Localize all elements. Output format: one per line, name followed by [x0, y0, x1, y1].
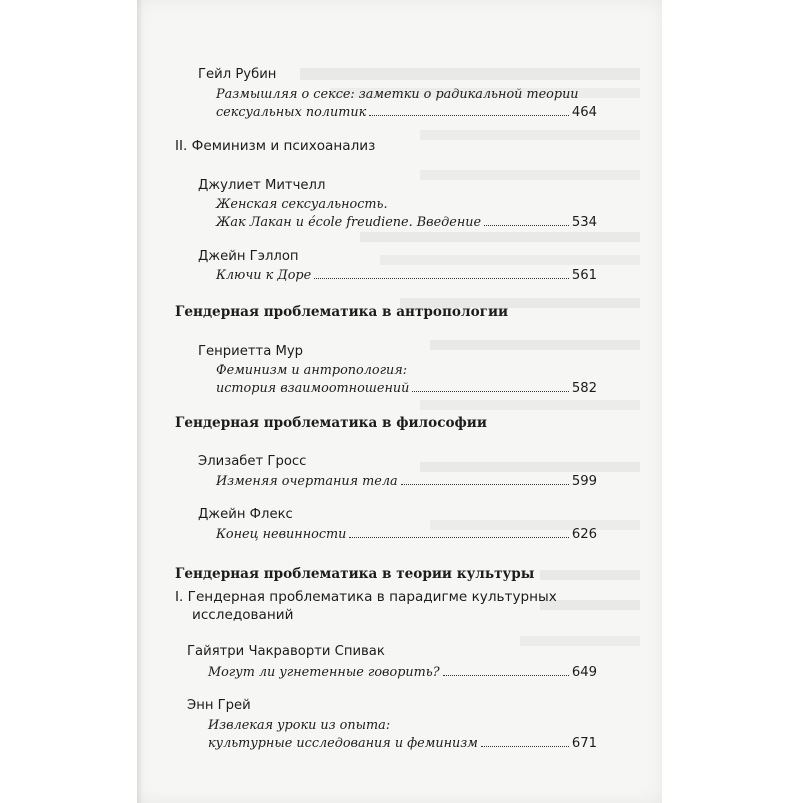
section-heading-anthropology: Гендерная проблематика в антропологии — [175, 304, 509, 320]
subsection-heading-cultural-line2: исследований — [192, 607, 294, 623]
work-gallop: Ключи к Доре — [216, 268, 312, 283]
work-rubin-line2: сексуальных политик — [216, 105, 367, 120]
page-number: 464 — [571, 105, 597, 120]
leader-dots — [481, 746, 569, 747]
work-gray-line1: Извлекая уроки из опыта: — [208, 718, 391, 733]
page-number: 534 — [571, 215, 597, 230]
leader-dots — [369, 115, 569, 116]
author-gray: Энн Грей — [187, 698, 251, 713]
toc-entry-flax[interactable] — [216, 526, 597, 543]
toc-entry-gallop[interactable] — [216, 267, 597, 284]
page-number: 626 — [571, 527, 597, 542]
toc-entry-rubin[interactable] — [216, 104, 597, 121]
author-gallop: Джейн Гэллоп — [198, 249, 299, 264]
toc-entry-grosz[interactable] — [216, 473, 597, 490]
section-heading-psychoanalysis: II. Феминизм и психоанализ — [175, 138, 376, 154]
leader-dots — [349, 537, 568, 538]
work-grosz: Изменяя очертания тела — [216, 474, 398, 489]
work-spivak: Могут ли угнетенные говорить? — [208, 665, 440, 680]
leader-dots — [412, 391, 568, 392]
leader-dots — [314, 278, 569, 279]
work-mitchell-line2: Жак Лакан и école freudiene. Введение — [216, 215, 482, 230]
section-heading-culture: Гендерная проблематика в теории культуры — [175, 566, 535, 582]
author-grosz: Элизабет Гросс — [198, 454, 307, 469]
author-spivak: Гайятри Чакраворти Спивак — [187, 644, 385, 659]
work-moore-line1: Феминизм и антропология: — [216, 363, 408, 378]
author-mitchell: Джулиет Митчелл — [198, 178, 326, 193]
toc-entry-gray[interactable] — [208, 735, 597, 752]
section-heading-philosophy: Гендерная проблематика в философии — [175, 415, 487, 431]
work-mitchell-line1: Женская сексуальность. — [216, 197, 388, 212]
author-rubin: Гейл Рубин — [198, 67, 277, 82]
toc-entry-mitchell[interactable] — [216, 214, 597, 231]
page-number: 649 — [571, 665, 597, 680]
toc-entry-spivak[interactable] — [208, 664, 597, 681]
author-moore: Генриетта Мур — [198, 344, 304, 359]
work-flax: Конец невинности — [216, 527, 347, 542]
leader-dots — [484, 225, 569, 226]
page-number: 671 — [571, 736, 597, 751]
work-moore-line2: история взаимоотношений — [216, 381, 410, 396]
page-edge-shadow — [137, 0, 143, 803]
work-rubin-line1: Размышляя о сексе: заметки о радикальной теории — [216, 87, 579, 102]
author-flax: Джейн Флекс — [198, 507, 293, 522]
leader-dots — [401, 484, 569, 485]
page-number: 582 — [571, 381, 597, 396]
page-number: 561 — [571, 268, 597, 283]
leader-dots — [443, 675, 569, 676]
subsection-heading-cultural-line1: I. Гендерная проблематика в парадигме культурных — [175, 589, 557, 605]
page-number: 599 — [571, 474, 597, 489]
work-gray-line2: культурные исследования и феминизм — [208, 736, 478, 751]
toc-entry-moore[interactable] — [216, 380, 597, 397]
